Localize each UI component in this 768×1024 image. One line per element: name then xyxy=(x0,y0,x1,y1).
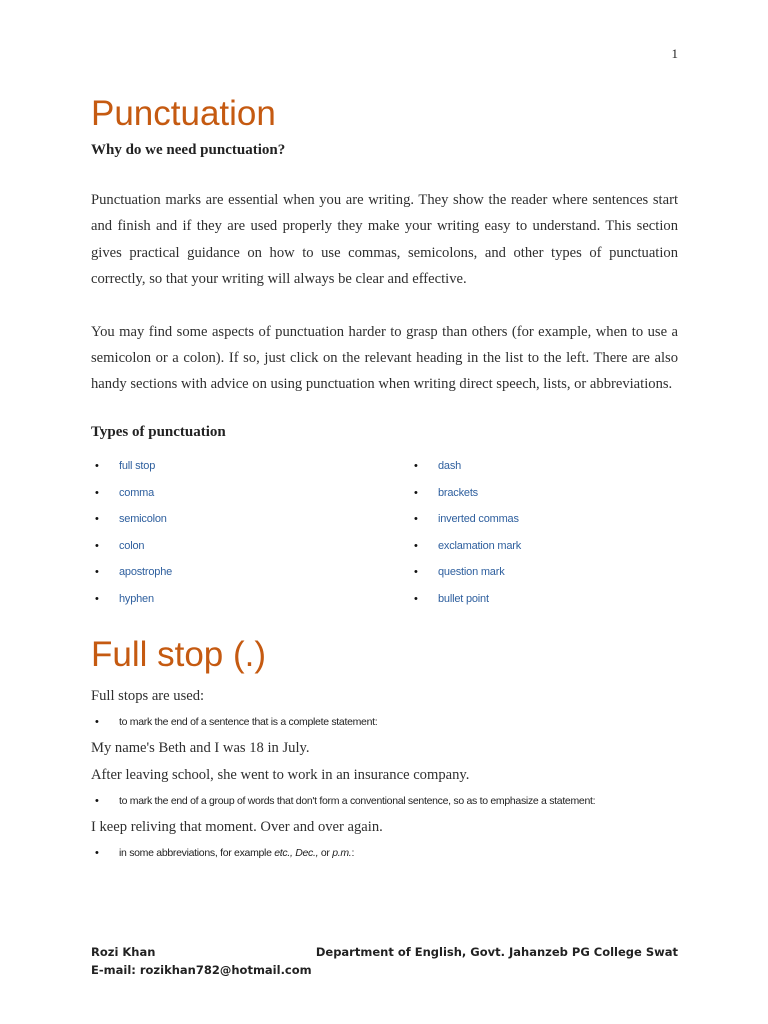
fullstop-rule-2: to mark the end of a group of words that don't form a conventional sentence, so as to emphasize a statement: xyxy=(119,795,596,808)
fullstop-intro: Full stops are used: xyxy=(91,687,205,704)
list-item xyxy=(91,709,678,735)
example-1: My name's Beth and I was 18 in July. xyxy=(91,740,310,757)
link-inverted-commas[interactable]: inverted commas xyxy=(438,513,519,526)
page-number: 1 xyxy=(671,46,678,61)
link-full-stop[interactable]: full stop xyxy=(119,460,156,473)
types-list-right xyxy=(410,453,660,612)
list-item[interactable] xyxy=(410,532,660,559)
bullet-icon: • xyxy=(95,460,99,473)
intro-paragraph-1: Punctuation marks are essential when you are writing. They show the reader where sentences start and finish and if they are used properly they make your writing easy to understand. This section gives practical guidance on how to use commas, semicolons, and other types of punctuation correctly, so that your writing will always be clear and effective. xyxy=(91,192,678,288)
bullet-icon: • xyxy=(95,513,99,526)
why-heading: Why do we need punctuation? xyxy=(91,142,286,158)
bullet-icon: • xyxy=(414,513,418,526)
link-hyphen[interactable]: hyphen xyxy=(119,592,154,605)
list-item[interactable] xyxy=(410,585,660,612)
fullstop-title: Full stop (.) xyxy=(91,634,267,674)
link-dash[interactable]: dash xyxy=(438,460,462,473)
rule-3-abbr-1: etc., Dec., xyxy=(274,847,319,860)
rule-3-prefix: in some abbreviations, for example xyxy=(119,847,275,860)
list-item xyxy=(91,840,678,866)
bullet-icon: • xyxy=(414,460,418,473)
list-item xyxy=(91,788,678,814)
page-footer xyxy=(91,943,678,979)
link-exclamation-mark[interactable]: exclamation mark xyxy=(438,539,521,552)
types-list-left xyxy=(91,453,341,612)
bullet-icon: • xyxy=(95,592,99,605)
link-bullet-point[interactable]: bullet point xyxy=(438,592,489,605)
link-colon[interactable]: colon xyxy=(119,539,145,552)
list-item[interactable] xyxy=(410,453,660,480)
rule-3-or: or xyxy=(318,847,333,860)
page-title: Punctuation xyxy=(91,94,276,133)
footer-email: E-mail: rozikhan782@hotmail.com xyxy=(91,963,312,977)
bullet-icon: • xyxy=(95,847,99,860)
bullet-icon: • xyxy=(414,566,418,579)
list-item[interactable] xyxy=(91,506,341,533)
link-question-mark[interactable]: question mark xyxy=(438,566,505,579)
footer-department: Department of English, Govt. Jahanzeb PG College Swat xyxy=(315,945,678,959)
example-2: After leaving school, she went to work in an insurance company. xyxy=(91,766,470,783)
link-brackets[interactable]: brackets xyxy=(438,486,478,499)
list-item[interactable] xyxy=(91,453,341,480)
list-item[interactable] xyxy=(410,559,660,586)
types-list xyxy=(91,453,678,615)
list-item[interactable] xyxy=(91,559,341,586)
bullet-icon: • xyxy=(95,795,99,808)
fullstop-rule-3 xyxy=(119,847,354,859)
list-item[interactable] xyxy=(410,506,660,533)
bullet-icon: • xyxy=(414,592,418,605)
bullet-icon: • xyxy=(414,539,418,552)
types-heading: Types of punctuation xyxy=(91,423,226,440)
list-item[interactable] xyxy=(91,585,341,612)
list-item[interactable] xyxy=(410,479,660,506)
bullet-icon: • xyxy=(414,486,418,499)
intro-paragraph-2: You may find some aspects of punctuation harder to grasp than others (for example, when to use a semicolon or a colon). If so, just click on the relevant heading in the list to the left. There are also handy sections with advice on using punctuation when writing direct speech, lists, or abbreviations. xyxy=(91,323,678,393)
link-semicolon[interactable]: semicolon xyxy=(119,513,167,526)
document-body xyxy=(91,92,678,866)
bullet-icon: • xyxy=(95,716,99,729)
link-apostrophe[interactable]: apostrophe xyxy=(119,566,173,579)
list-item[interactable] xyxy=(91,479,341,506)
footer-author: Rozi Khan xyxy=(91,945,156,959)
bullet-icon: • xyxy=(95,486,99,499)
example-3: I keep reliving that moment. Over and over again. xyxy=(91,819,383,836)
bullet-icon: • xyxy=(95,566,99,579)
bullet-icon: • xyxy=(95,539,99,552)
fullstop-rule-1: to mark the end of a sentence that is a complete statement: xyxy=(119,716,378,729)
list-item[interactable] xyxy=(91,532,341,559)
rule-3-abbr-2: p.m. xyxy=(332,847,352,860)
rule-3-suffix: : xyxy=(351,847,355,860)
link-comma[interactable]: comma xyxy=(119,486,155,499)
